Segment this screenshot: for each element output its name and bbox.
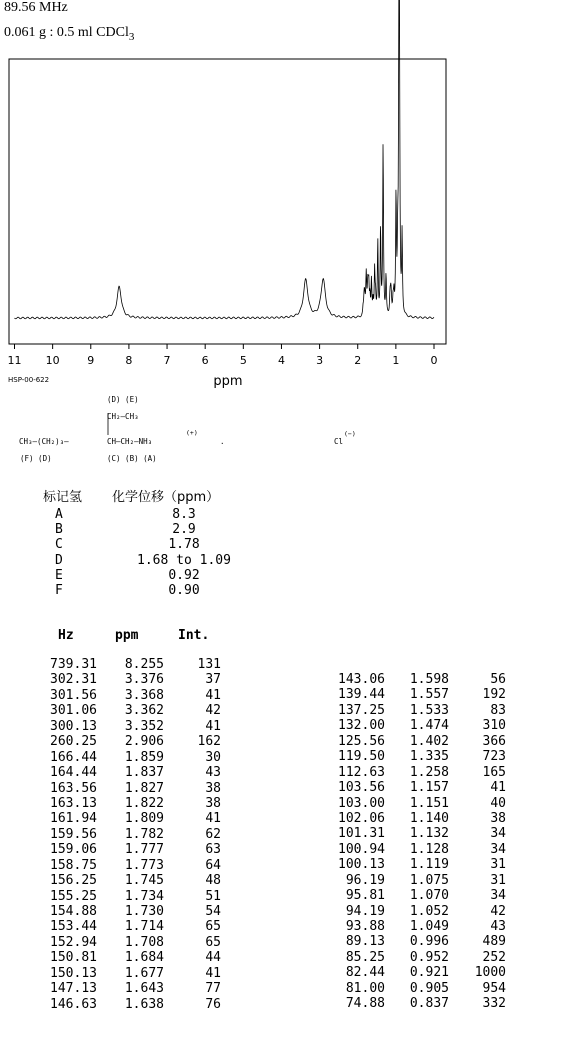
- peak-hz: 85.25: [345, 949, 385, 965]
- sample-text: 0.061 g : 0.5 ml CDCl: [4, 25, 129, 40]
- peak-hz: 150.13: [50, 965, 97, 981]
- peak-table-row: [280, 857, 570, 872]
- structure-main-left: CH₃—(CH₂)₃—: [19, 437, 69, 446]
- peak-intensity: 43: [205, 765, 221, 781]
- peak-table-row: [0, 765, 280, 780]
- peak-table-row: [280, 811, 570, 826]
- peak-hz: 112.63: [338, 764, 385, 780]
- peak-intensity: 51: [205, 888, 221, 904]
- peak-intensity: 38: [205, 780, 221, 796]
- shift-row-value: 0.90: [168, 583, 200, 598]
- peak-table-row: [280, 765, 570, 780]
- x-tick-label: 5: [239, 354, 247, 367]
- peak-table-row: [0, 796, 280, 811]
- peak-ppm: 1.714: [124, 919, 164, 935]
- peak-intensity: 76: [205, 996, 221, 1012]
- peak-table-row: [0, 657, 280, 672]
- peak-intensity: 63: [205, 842, 221, 858]
- peak-ppm: 1.827: [124, 780, 164, 796]
- structure-main-mid: CH—CH₂—NH₃: [107, 437, 153, 446]
- peak-hz: 119.50: [338, 749, 385, 765]
- peak-ppm: 1.782: [124, 826, 164, 842]
- peak-intensity: 34: [490, 826, 506, 842]
- peak-ppm: 1.119: [409, 857, 449, 873]
- x-tick-label: 10: [45, 354, 60, 367]
- structure-bottom-labels-right: (C) (B) (A): [107, 454, 157, 463]
- peak-intensity: 41: [205, 687, 221, 703]
- peak-ppm: 1.643: [124, 981, 164, 997]
- peak-intensity: 310: [482, 718, 506, 734]
- peak-hz: 139.44: [338, 687, 385, 703]
- peak-hz: 137.25: [338, 702, 385, 718]
- peak-table-row: [0, 703, 280, 718]
- peak-intensity: 162: [197, 734, 221, 750]
- peak-hz: 260.25: [50, 734, 97, 750]
- peak-hz: 301.06: [50, 703, 97, 719]
- peak-hz: 102.06: [338, 810, 385, 826]
- peak-hz: 82.44: [345, 965, 385, 981]
- peak-table-row: [280, 703, 570, 718]
- peak-table-int-header: Int.: [178, 628, 210, 643]
- peak-ppm: 1.070: [409, 888, 449, 904]
- sample-subscript: 3: [128, 30, 135, 43]
- peak-table-row: [0, 950, 280, 965]
- spectrometer-frequency: 89.56 MHz: [4, 0, 68, 15]
- peak-ppm: 3.368: [124, 687, 164, 703]
- x-tick-label: 8: [125, 354, 133, 367]
- x-tick-label: 2: [354, 354, 362, 367]
- peak-table-row: [280, 934, 570, 949]
- peak-hz: 103.00: [338, 795, 385, 811]
- peak-intensity: 65: [205, 934, 221, 950]
- peak-table-row: [280, 904, 570, 919]
- peak-ppm: 0.921: [409, 965, 449, 981]
- peak-hz: 125.56: [338, 733, 385, 749]
- peak-table-row: [0, 935, 280, 950]
- peak-table-row: [0, 781, 280, 796]
- shift-row-value: 1.68 to 1.09: [137, 552, 231, 568]
- plot-frame: [9, 59, 446, 344]
- peak-hz: 95.81: [345, 888, 385, 904]
- peak-table-row: [280, 796, 570, 811]
- peak-table-row: [0, 688, 280, 703]
- peak-intensity: 38: [490, 810, 506, 826]
- peak-hz: 159.56: [50, 826, 97, 842]
- peak-intensity: 34: [490, 841, 506, 857]
- shift-row-label: D: [55, 552, 63, 568]
- peak-hz: 155.25: [50, 888, 97, 904]
- x-tick-label: 6: [201, 354, 209, 367]
- peak-table-row: [280, 888, 570, 903]
- peak-table-row: [280, 842, 570, 857]
- peak-ppm: 1.075: [409, 872, 449, 888]
- peak-intensity: 37: [205, 672, 221, 688]
- peak-ppm: 1.822: [124, 795, 164, 811]
- peak-hz: 166.44: [50, 749, 97, 765]
- peak-hz: 159.06: [50, 842, 97, 858]
- peak-ppm: 1.777: [124, 842, 164, 858]
- peak-hz: 739.31: [50, 657, 97, 672]
- peak-hz: 143.06: [338, 672, 385, 687]
- peak-hz: 93.88: [345, 919, 385, 934]
- peak-hz: 300.13: [50, 718, 97, 734]
- peak-hz: 147.13: [50, 981, 97, 997]
- peak-table-row: [0, 858, 280, 873]
- peak-table-row: [280, 718, 570, 733]
- peak-hz: 156.25: [50, 873, 97, 889]
- peak-ppm: 2.906: [124, 734, 164, 750]
- peak-hz: 74.88: [345, 996, 385, 1012]
- peak-ppm: 1.402: [409, 733, 449, 749]
- peak-table-row: [0, 966, 280, 981]
- shift-row-label: C: [55, 537, 63, 553]
- peak-ppm: 1.734: [124, 888, 164, 904]
- peak-hz: 101.31: [338, 826, 385, 842]
- x-axis-ticks: [8, 344, 438, 367]
- x-tick-label: 1: [392, 354, 400, 367]
- x-tick-label: 0: [430, 354, 438, 367]
- peak-intensity: 954: [482, 980, 506, 996]
- spectrum-trace: [15, 0, 435, 319]
- peak-intensity: 31: [490, 872, 506, 888]
- x-tick-label: 9: [87, 354, 95, 367]
- x-tick-label: 3: [316, 354, 324, 367]
- peak-hz: 301.56: [50, 687, 97, 703]
- peak-intensity: 62: [205, 826, 221, 842]
- structure-branch: CH₂—CH₃: [107, 412, 139, 421]
- peak-ppm: 1.151: [409, 795, 449, 811]
- peak-hz: 161.94: [50, 811, 97, 827]
- peak-hz: 158.75: [50, 857, 97, 873]
- peak-intensity: 77: [205, 981, 221, 997]
- peak-table-row: [280, 981, 570, 996]
- peak-table-row: [280, 734, 570, 749]
- peak-table-hz-header: Hz: [58, 628, 74, 643]
- peak-ppm: 1.533: [409, 702, 449, 718]
- nmr-spectrum-chart: [0, 0, 570, 390]
- peak-table-row: [0, 734, 280, 749]
- shift-row-value: 2.9: [172, 522, 196, 538]
- peak-table-row: [0, 842, 280, 857]
- peak-ppm: 1.557: [409, 687, 449, 703]
- x-axis-label: ppm: [213, 374, 243, 389]
- peak-ppm: 0.837: [409, 996, 449, 1012]
- shift-table-shift-header: 化学位移（ppm）: [112, 490, 220, 505]
- x-tick-label: 4: [277, 354, 285, 367]
- structure-anion: Cl: [334, 437, 344, 446]
- peak-ppm: 1.837: [124, 765, 164, 781]
- peak-hz: 163.56: [50, 780, 97, 796]
- peak-intensity: 165: [482, 764, 506, 780]
- peak-intensity: 65: [205, 919, 221, 935]
- shift-row-label: F: [55, 583, 63, 598]
- peak-intensity: 41: [205, 811, 221, 827]
- structure-charge-minus: (−): [344, 430, 356, 438]
- peak-hz: 164.44: [50, 765, 97, 781]
- peak-hz: 132.00: [338, 718, 385, 734]
- peak-intensity: 83: [490, 702, 506, 718]
- peak-ppm: 3.352: [124, 718, 164, 734]
- peak-table-row: [280, 919, 570, 934]
- peak-ppm: 1.128: [409, 841, 449, 857]
- peak-ppm: 1.677: [124, 965, 164, 981]
- peak-table-row: [280, 826, 570, 841]
- peak-intensity: 252: [482, 949, 506, 965]
- shift-row-value: 1.78: [168, 537, 200, 553]
- peak-table-row: [0, 981, 280, 996]
- peak-intensity: 41: [205, 718, 221, 734]
- peak-intensity: 34: [490, 888, 506, 904]
- peak-table-row: [0, 904, 280, 919]
- peak-intensity: 192: [482, 687, 506, 703]
- peak-ppm: 1.773: [124, 857, 164, 873]
- peak-table-row: [0, 827, 280, 842]
- peak-hz: 153.44: [50, 919, 97, 935]
- peak-hz: 163.13: [50, 795, 97, 811]
- peak-table-right: [280, 672, 570, 1012]
- peak-ppm: 1.132: [409, 826, 449, 842]
- shift-table-label-header: 标记氢: [43, 490, 83, 505]
- peak-table-row: [280, 749, 570, 764]
- peak-ppm: 1.859: [124, 749, 164, 765]
- peak-intensity: 54: [205, 904, 221, 919]
- peak-ppm: 1.598: [409, 672, 449, 687]
- shift-row-label: E: [55, 567, 63, 583]
- peak-table-row: [0, 997, 280, 1012]
- peak-hz: 103.56: [338, 780, 385, 796]
- structure-charge-plus: (+): [186, 429, 198, 437]
- peak-ppm: 1.809: [124, 811, 164, 827]
- peak-hz: 152.94: [50, 934, 97, 950]
- chemical-structure: [0, 390, 380, 470]
- peak-intensity: 131: [197, 657, 221, 672]
- peak-hz: 146.63: [50, 996, 97, 1012]
- peak-ppm: 1.049: [409, 919, 449, 934]
- peak-ppm: 1.140: [409, 810, 449, 826]
- spectrum-code: HSP-00-622: [8, 376, 50, 384]
- structure-top-labels: (D) (E): [107, 395, 139, 404]
- peak-hz: 302.31: [50, 672, 97, 688]
- peak-hz: 96.19: [345, 872, 385, 888]
- structure-bottom-labels-left: (F) (D): [20, 454, 52, 463]
- peak-table-ppm-header: ppm: [115, 628, 139, 643]
- peak-hz: 89.13: [345, 934, 385, 950]
- peak-hz: 100.13: [338, 857, 385, 873]
- peak-table-row: [0, 750, 280, 765]
- peak-table-row: [280, 950, 570, 965]
- peak-intensity: 489: [482, 934, 506, 950]
- peak-hz: 100.94: [338, 841, 385, 857]
- peak-ppm: 1.052: [409, 903, 449, 919]
- peak-intensity: 56: [490, 672, 506, 687]
- peak-ppm: 3.376: [124, 672, 164, 688]
- peak-intensity: 31: [490, 857, 506, 873]
- x-tick-label: 7: [163, 354, 171, 367]
- peak-intensity: 40: [490, 795, 506, 811]
- peak-hz: 150.81: [50, 950, 97, 966]
- peak-table-row: [280, 965, 570, 980]
- peak-intensity: 1000: [474, 965, 506, 981]
- peak-ppm: 0.952: [409, 949, 449, 965]
- peak-ppm: 1.335: [409, 749, 449, 765]
- peak-table-row: [0, 672, 280, 687]
- peak-intensity: 42: [490, 903, 506, 919]
- peak-intensity: 30: [205, 749, 221, 765]
- peak-intensity: 44: [205, 950, 221, 966]
- peak-table-left: [0, 657, 280, 1012]
- peak-ppm: 1.258: [409, 764, 449, 780]
- peak-hz: 81.00: [345, 980, 385, 996]
- structure-dot: .: [220, 437, 225, 446]
- peak-table-row: [0, 873, 280, 888]
- peak-intensity: 41: [490, 780, 506, 796]
- peak-table-row: [280, 873, 570, 888]
- shift-row-label: A: [55, 507, 63, 522]
- peak-intensity: 43: [490, 919, 506, 934]
- shift-row-label: B: [55, 522, 63, 538]
- peak-ppm: 8.255: [124, 657, 164, 672]
- peak-ppm: 1.684: [124, 950, 164, 966]
- peak-ppm: 0.996: [409, 934, 449, 950]
- peak-intensity: 38: [205, 795, 221, 811]
- peak-intensity: 723: [482, 749, 506, 765]
- peak-intensity: 64: [205, 857, 221, 873]
- peak-hz: 94.19: [345, 903, 385, 919]
- peak-intensity: 42: [205, 703, 221, 719]
- peak-table-row: [280, 687, 570, 702]
- peak-ppm: 3.362: [124, 703, 164, 719]
- peak-ppm: 1.474: [409, 718, 449, 734]
- peak-ppm: 1.638: [124, 996, 164, 1012]
- peak-ppm: 1.730: [124, 904, 164, 919]
- peak-table-row: [0, 811, 280, 826]
- peak-ppm: 1.745: [124, 873, 164, 889]
- peak-intensity: 41: [205, 965, 221, 981]
- peak-ppm: 1.708: [124, 934, 164, 950]
- shift-row-value: 0.92: [168, 567, 200, 583]
- peak-table-row: [0, 889, 280, 904]
- peak-hz: 154.88: [50, 904, 97, 919]
- peak-table-row: [280, 996, 570, 1011]
- x-tick-label: 11: [7, 354, 22, 367]
- peak-table-row: [280, 672, 570, 687]
- peak-table-row: [0, 719, 280, 734]
- peak-intensity: 332: [482, 996, 506, 1012]
- peak-ppm: 0.905: [409, 980, 449, 996]
- peak-table-row: [0, 919, 280, 934]
- peak-table-row: [280, 780, 570, 795]
- peak-ppm: 1.157: [409, 780, 449, 796]
- peak-intensity: 48: [205, 873, 221, 889]
- shift-row-value: 8.3: [172, 507, 196, 522]
- peak-intensity: 366: [482, 733, 506, 749]
